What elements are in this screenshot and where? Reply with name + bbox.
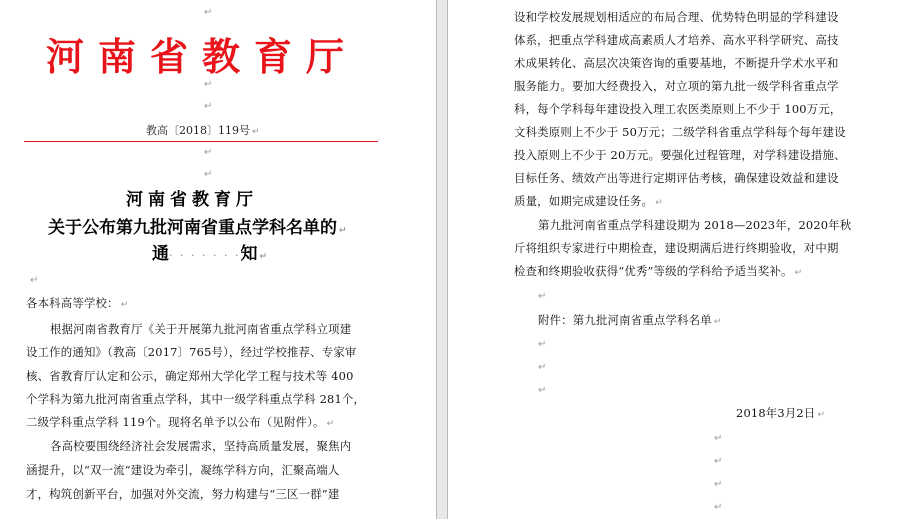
title-line-1: 河南省教育厅 [126,190,258,210]
title-line-2: 关于公布第九批河南省重点学科名单的 ↵ [48,218,347,238]
body-line: 科，每个学科每年建设投入理工农医类原则上不少于 100万元， [514,102,842,116]
document-page-left [0,0,436,519]
document-page-right [448,0,908,519]
body-line: 服务能力。要加大经费投入，对立项的第九批一级学科省重点学 [514,79,839,93]
body-line: 各高校要围绕经济社会发展需求，坚持高质量发展，聚焦内 [50,439,352,453]
page-gap [436,0,448,519]
body-line: 根据河南省教育厅《关于开展第九批河南省重点学科立项建 [50,322,352,336]
paragraph-mark: ↵ [204,147,213,158]
red-divider-line [24,141,378,142]
body-line: 才，构筑创新平台，加强对外交流，努力构建与“三区一群”建 [26,487,340,501]
body-line: 目标任务、绩效产出等进行定期评估考核，确保建设效益和建设 [514,171,839,185]
paragraph-mark: ↵ [30,275,39,286]
body-line: 第九批河南省重点学科建设期为 2018—2023年，2020年秋 [538,218,852,232]
paragraph-mark: ↵ [204,79,213,90]
body-line: 文科类原则上不少于 50万元；二级学科省重点学科每个每年建设 [514,125,846,139]
body-line: 设工作的通知》（教高〔2017〕765号），经过学校推荐、专家审 [26,345,357,359]
masthead: 河南省教育厅 [46,34,359,79]
body-line: 斤将组织专家进行中期检查，建设期满后进行终期验收，对中期 [514,241,839,255]
body-line: 个学科为第九批河南省重点学科，其中一级学科重点学科 281个， [26,392,366,406]
paragraph-mark: ↵ [714,433,723,444]
paragraph-mark: ↵ [538,362,547,373]
body-line: 核、省教育厅认定和公示，确定郑州大学化学工程与技术等 400 [26,369,354,383]
document-date: 2018年3月2日 ↵ [736,406,826,420]
paragraph-mark: ↵ [538,339,547,350]
body-line: 体系，把重点学科建成高素质人才培养、高水平科学研究、高技 [514,33,839,47]
paragraph-mark: ↵ [538,291,547,302]
document-number: 教高〔2018〕119号 ↵ [146,124,260,137]
body-line: 二级学科重点学科 119个。现将名单予以公布（见附件）。 ↵ [26,415,335,429]
body-line: 设和学校发展规划相适应的布局合理、优势特色明显的学科建设 [514,10,839,24]
title-line-3: 通· · · · · · ·知 ↵ [152,244,268,264]
paragraph-mark: ↵ [204,169,213,180]
attachment-line: 附件：第九批河南省重点学科名单 ↵ [538,313,722,327]
paragraph-mark: ↵ [204,7,213,18]
body-line: 涵提升，以“双一流”建设为牵引，凝练学科方向，汇聚高端人 [26,463,340,477]
salutation: 各本科高等学校： ↵ [26,296,129,310]
paragraph-mark: ↵ [714,502,723,513]
body-line: 术成果转化、高层次决策咨询的重要基地，不断提升学术水平和 [514,56,839,70]
body-line: 投入原则上不少于 20万元。要强化过程管理，对学科建设措施、 [514,148,846,162]
paragraph-mark: ↵ [204,101,213,112]
paragraph-mark: ↵ [714,456,723,467]
body-line: 质量，如期完成建设任务。 ↵ [514,194,663,208]
body-line: 检查和终期验收获得“优秀”等级的学科给予适当奖补。 ↵ [514,264,803,278]
paragraph-mark: ↵ [714,479,723,490]
paragraph-mark: ↵ [538,385,547,396]
